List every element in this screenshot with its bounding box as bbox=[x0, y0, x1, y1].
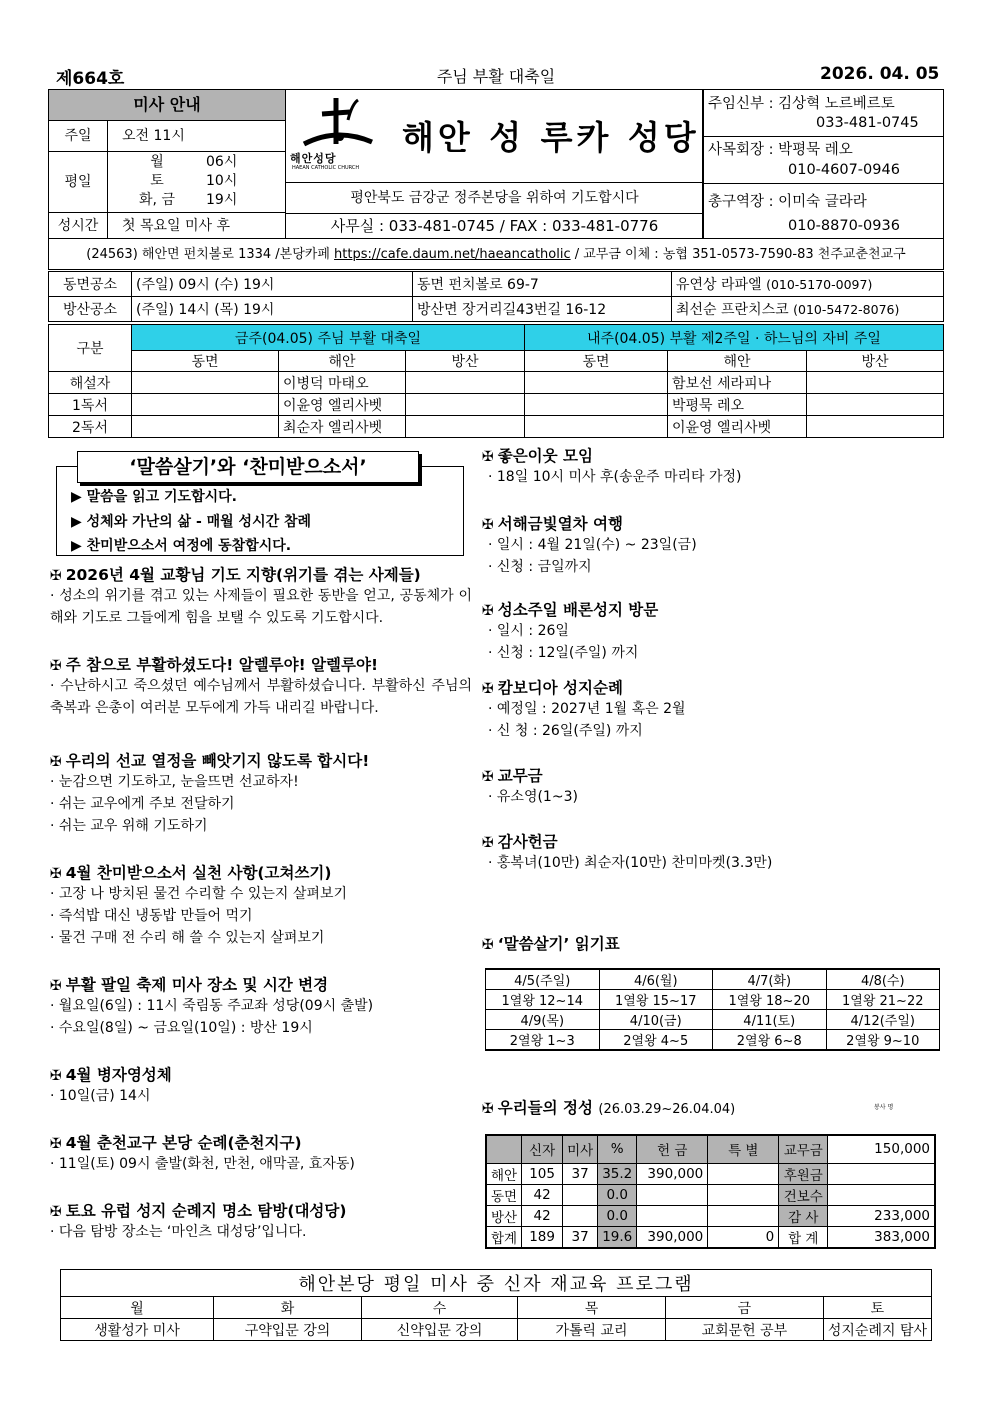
notice-line: · 다음 탐방 장소는 ‘마인츠 대성당’입니다. bbox=[50, 1224, 307, 1240]
offering-side-label: 교무금 bbox=[779, 1135, 828, 1163]
notice-line: · 즉석밥 대신 냉동밥 만들어 먹기 bbox=[50, 908, 253, 924]
role-name: 해설자 bbox=[49, 372, 132, 394]
mission-name: 방산공소 bbox=[49, 297, 132, 322]
offering-side-label: 건보수 bbox=[779, 1184, 828, 1205]
tiny-note: 봉사 명 bbox=[874, 1104, 894, 1111]
role-cell: 이병덕 마태오 bbox=[279, 372, 406, 394]
notice-title-text: 성소주일 배론성지 방문 bbox=[497, 601, 659, 619]
reading-title bbox=[482, 932, 620, 954]
offering-period: (26.03.29~26.04.04) bbox=[598, 1102, 736, 1117]
program-topic: 가톨릭 교리 bbox=[518, 1319, 666, 1341]
offering-cell bbox=[708, 1184, 779, 1205]
offering-side-value: 383,000 bbox=[828, 1226, 935, 1248]
offering-cell: 42 bbox=[522, 1205, 563, 1226]
offering-row-name: 합계 bbox=[486, 1226, 522, 1248]
mission-times: (주일) 14시 (목) 19시 bbox=[132, 297, 413, 322]
reading-cell: 1열왕 18~20 bbox=[713, 990, 827, 1010]
offering-cell: 105 bbox=[522, 1163, 563, 1184]
reading-cell: 4/6(월) bbox=[599, 969, 713, 990]
notice-title bbox=[50, 1199, 472, 1221]
notice-line: · 수요일(8일) ~ 금요일(10일) : 방산 19시 bbox=[50, 1020, 313, 1036]
weekday-time: 19시 bbox=[206, 192, 238, 208]
roles-col: 해안 bbox=[279, 351, 406, 372]
cross-icon: ✠ bbox=[50, 1136, 62, 1152]
program-topic: 신약입문 강의 bbox=[362, 1319, 518, 1341]
liturgy-roles-table bbox=[48, 324, 944, 438]
notice-line: · 눈감으면 기도하고, 눈을뜨면 선교하자! bbox=[50, 774, 299, 790]
weekday-day: 토 bbox=[150, 173, 164, 189]
offering-row-name: 해안 bbox=[486, 1163, 522, 1184]
notice-line: · 유소영(1~3) bbox=[488, 789, 578, 805]
role-cell bbox=[132, 394, 279, 416]
program-topic: 교회문헌 공부 bbox=[665, 1319, 823, 1341]
roles-col: 방산 bbox=[406, 351, 525, 372]
role-cell bbox=[807, 394, 944, 416]
offering-cell: 42 bbox=[522, 1184, 563, 1205]
cross-icon: ✠ bbox=[482, 937, 494, 953]
notice-title-text: 4월 찬미받으소서 실천 사항(고쳐쓰기) bbox=[65, 864, 332, 882]
offering-row-name: 방산 bbox=[486, 1205, 522, 1226]
logo-text: 해안성당 bbox=[290, 152, 337, 165]
program-topic: 구약입문 강의 bbox=[214, 1319, 362, 1341]
reading-cell: 4/7(화) bbox=[713, 969, 827, 990]
reading-title-text: ‘말씀살기’ 읽기표 bbox=[497, 935, 620, 953]
staff-phone: 033-481-0745 bbox=[816, 115, 919, 131]
program-day: 화 bbox=[214, 1297, 362, 1319]
mission-leader: 유연상 라파엘 bbox=[676, 277, 762, 293]
roles-col: 해안 bbox=[668, 351, 807, 372]
notice-title-text: 감사헌금 bbox=[497, 833, 558, 851]
role-cell: 박평묵 레오 bbox=[668, 394, 807, 416]
staff-phone: 010-8870-0936 bbox=[788, 218, 900, 234]
notice-text: · 성소의 위기를 겪고 있는 사제들이 필요한 동반을 얻고, 공동체가 이해와 기도로 그들에게 힘을 보탤 수 있도록 기도합시다. bbox=[50, 588, 472, 626]
notice-line: · 홍복녀(10만) 최순자(10만) 찬미마켓(3.3만) bbox=[488, 855, 773, 871]
cross-icon: ✠ bbox=[50, 866, 62, 882]
offering-title bbox=[482, 1096, 735, 1118]
role-cell bbox=[525, 394, 668, 416]
staff-role: 사목회장 bbox=[708, 142, 765, 158]
mission-leader: 최선순 프란치스코 bbox=[676, 302, 789, 318]
campaign-item: 말씀을 읽고 기도합시다. bbox=[86, 489, 237, 505]
triangle-bullet-icon: ▶ bbox=[71, 538, 82, 554]
roles-col: 방산 bbox=[807, 351, 944, 372]
reading-cell: 4/8(수) bbox=[826, 969, 940, 990]
notice-title bbox=[482, 598, 942, 620]
role-cell bbox=[807, 416, 944, 438]
notice-title bbox=[482, 512, 942, 534]
cross-icon: ✠ bbox=[482, 449, 494, 465]
reading-table bbox=[485, 968, 940, 1051]
offering-cell bbox=[708, 1163, 779, 1184]
notice-title-text: 교무금 bbox=[497, 767, 543, 785]
cross-icon: ✠ bbox=[482, 1101, 494, 1117]
offering-cell: 189 bbox=[522, 1226, 563, 1248]
notice-title bbox=[50, 1131, 472, 1153]
notice-title bbox=[482, 444, 942, 466]
offering-cell bbox=[563, 1184, 598, 1205]
weekday-day: 화, 금 bbox=[139, 192, 175, 208]
address-bar bbox=[48, 239, 944, 270]
notice-line: · 월요일(6일) : 11시 죽림동 주교좌 성당(09시 출발) bbox=[50, 998, 374, 1014]
role-cell bbox=[406, 416, 525, 438]
notice-title-text: 서해금빛열차 여행 bbox=[497, 515, 623, 533]
mass-title: 미사 안내 bbox=[49, 90, 285, 121]
notice-line: · 신 청 : 26일(주일) 까지 bbox=[488, 723, 643, 739]
notice-title-text: 2026년 4월 교황님 기도 지향(위기를 겪는 사제들) bbox=[65, 566, 421, 584]
address-text: (24563) 해안면 펀치볼로 1334 /본당카페 bbox=[86, 247, 335, 262]
this-week-title: 금주(04.05) 주님 부활 대축일 bbox=[132, 325, 525, 351]
right-notices bbox=[482, 444, 942, 874]
offering-header: 특 별 bbox=[708, 1135, 779, 1163]
staff-name: 이미숙 글라라 bbox=[778, 194, 867, 210]
notice-title bbox=[50, 653, 472, 675]
reading-cell: 4/5(주일) bbox=[486, 969, 600, 990]
roles-col: 동면 bbox=[525, 351, 668, 372]
offering-header: 헌 금 bbox=[637, 1135, 708, 1163]
notice-title-text: 부활 팔일 축제 미사 장소 및 시간 변경 bbox=[65, 976, 329, 994]
staff-name: 김상혁 노르베르토 bbox=[778, 96, 895, 112]
offering-cell: 390,000 bbox=[637, 1226, 708, 1248]
offering-header bbox=[486, 1135, 522, 1163]
offering-cell: 0 bbox=[708, 1226, 779, 1248]
offering-side-value bbox=[828, 1163, 935, 1184]
offering-cell bbox=[637, 1184, 708, 1205]
roles-row bbox=[49, 372, 944, 394]
reading-cell: 1열왕 21~22 bbox=[826, 990, 940, 1010]
sunday-label: 주일 bbox=[49, 121, 108, 151]
campaign-item: 성체와 가난의 삶 - 매월 성시간 참례 bbox=[86, 513, 312, 530]
role-name: 2독서 bbox=[49, 416, 132, 438]
roles-row bbox=[49, 416, 944, 438]
feast-title: 주님 부활 대축일 bbox=[436, 67, 556, 86]
holy-hour-time: 첫 목요일 미사 후 bbox=[122, 218, 231, 234]
cross-icon: ✠ bbox=[50, 978, 62, 994]
offering-row-name: 동면 bbox=[486, 1184, 522, 1205]
notice-line: · 물건 구매 전 수리 해 쓸 수 있는지 살펴보기 bbox=[50, 930, 325, 946]
role-cell: 최순자 엘리사벳 bbox=[279, 416, 406, 438]
program-title: 해안본당 평일 미사 중 신자 재교육 프로그램 bbox=[61, 1270, 932, 1297]
notice-title-text: 주 참으로 부활하셨도다! 알렐루야! 알렐루야! bbox=[65, 656, 379, 674]
program-day: 수 bbox=[362, 1297, 518, 1319]
offering-cell: 19.6 bbox=[598, 1226, 637, 1248]
weekday-time: 06시 bbox=[206, 154, 238, 170]
offering-title-text: 우리들의 정성 bbox=[497, 1099, 593, 1117]
notice-title-text: 토요 유럽 성지 순례지 명소 탐방(대성당) bbox=[65, 1202, 347, 1220]
staff-box: 주임신부 : 김상혁 노르베르토 033-481-0745 사목회장 : 박평묵 레오 010-4607-0946 총구역장 : 이미숙 글라라 010-8870-0936 bbox=[703, 89, 944, 239]
reading-cell: 4/11(토) bbox=[713, 1010, 827, 1030]
cross-icon: ✠ bbox=[482, 681, 494, 697]
next-week-title: 내주(04.05) 부활 제2주일 · 하느님의 자비 주일 bbox=[525, 325, 944, 351]
offering-side-value: 150,000 bbox=[828, 1135, 935, 1163]
role-cell bbox=[807, 372, 944, 394]
notice-line: · 쉬는 교우에게 주보 전달하기 bbox=[50, 796, 235, 812]
notice-title-text: 좋은이웃 모임 bbox=[497, 447, 593, 465]
cross-icon: ✠ bbox=[482, 835, 494, 851]
notice-line: · 일시 : 4월 21일(수) ~ 23일(금) bbox=[488, 537, 697, 553]
program-topic: 생활성가 미사 bbox=[61, 1319, 214, 1341]
roles-row bbox=[49, 394, 944, 416]
reading-cell: 4/9(목) bbox=[486, 1010, 600, 1030]
role-cell: 이윤영 엘리사벳 bbox=[279, 394, 406, 416]
notice-line: · 11일(토) 09시 출발(화천, 만천, 애막골, 효자동) bbox=[50, 1156, 355, 1172]
role-cell bbox=[406, 372, 525, 394]
role-cell bbox=[525, 372, 668, 394]
campaign-title: ‘말씀살기’와 ‘찬미받으소서’ bbox=[77, 451, 419, 483]
triangle-bullet-icon: ▶ bbox=[71, 513, 82, 530]
offering-header: % bbox=[598, 1135, 637, 1163]
cross-icon: ✠ bbox=[50, 658, 62, 674]
notice-title bbox=[50, 861, 472, 883]
account-info: / 교무금 이체 : 농협 351-0573-7590-83 천주교춘천교구 bbox=[570, 247, 906, 262]
offering-cell bbox=[708, 1205, 779, 1226]
reading-cell: 2열왕 1~3 bbox=[486, 1030, 600, 1051]
cafe-link[interactable]: https://cafe.daum.net/haeancatholic bbox=[334, 247, 571, 262]
sunday-time: 오전 11시 bbox=[122, 128, 185, 144]
role-cell bbox=[132, 416, 279, 438]
cross-icon: ✠ bbox=[50, 1068, 62, 1084]
staff-name: 박평묵 레오 bbox=[778, 142, 853, 158]
reading-cell: 2열왕 6~8 bbox=[713, 1030, 827, 1051]
reading-cell: 1열왕 12~14 bbox=[486, 990, 600, 1010]
notice-line: · 쉬는 교우 위해 기도하기 bbox=[50, 818, 208, 834]
staff-role: 주임신부 bbox=[708, 96, 765, 112]
notice-title bbox=[482, 676, 942, 698]
offering-side-label: 감 사 bbox=[779, 1205, 828, 1226]
role-cell bbox=[525, 416, 668, 438]
offering-cell: 37 bbox=[563, 1163, 598, 1184]
logo-subtext: HAEAN CATHOLIC CHURCH bbox=[292, 165, 360, 171]
role-cell bbox=[132, 372, 279, 394]
notice-text: · 수난하시고 죽으셨던 예수님께서 부활하셨습니다. 부활하신 주님의 축복과 은총이 여러분 모두에게 가득 내리길 바랍니다. bbox=[50, 678, 472, 716]
offering-side-value: 233,000 bbox=[828, 1205, 935, 1226]
notice-title-text: 4월 병자영성체 bbox=[65, 1066, 172, 1084]
mission-times: (주일) 09시 (수) 19시 bbox=[132, 272, 413, 297]
notice-line: · 18일 10시 미사 후(송운주 마리타 가정) bbox=[488, 469, 742, 485]
notice-title-text: 우리의 선교 열정을 빼앗기지 않도록 합시다! bbox=[65, 752, 370, 770]
cross-icon: ✠ bbox=[50, 1204, 62, 1220]
notice-line: · 신청 : 12일(주일) 까지 bbox=[488, 645, 639, 661]
holy-hour-label: 성시간 bbox=[49, 213, 108, 239]
prayer-intention: 평안북도 금강군 정주본당을 위하여 기도합시다 bbox=[350, 190, 639, 206]
offering-cell: 35.2 bbox=[598, 1163, 637, 1184]
notice-line: · 예정일 : 2027년 1월 혹은 2월 bbox=[488, 701, 686, 717]
triangle-bullet-icon: ▶ bbox=[71, 489, 82, 505]
mission-name: 동면공소 bbox=[49, 272, 132, 297]
mission-phone: (010-5170-0097) bbox=[766, 277, 873, 292]
notice-line: · 10일(금) 14시 bbox=[50, 1088, 151, 1104]
reading-cell: 1열왕 15~17 bbox=[599, 990, 713, 1010]
program-day: 토 bbox=[823, 1297, 931, 1319]
issue-number: 제664호 bbox=[56, 69, 125, 89]
program-day: 월 bbox=[61, 1297, 214, 1319]
role-cell bbox=[406, 394, 525, 416]
reading-cell: 2열왕 4~5 bbox=[599, 1030, 713, 1051]
notice-title bbox=[482, 830, 942, 852]
roles-col: 동면 bbox=[132, 351, 279, 372]
campaign-box bbox=[56, 456, 464, 556]
notice-line: · 고장 나 방치된 물건 수리할 수 있는지 살펴보기 bbox=[50, 886, 348, 902]
weekday-time: 10시 bbox=[206, 173, 238, 189]
parish-box bbox=[286, 89, 703, 239]
cross-icon: ✠ bbox=[50, 568, 62, 584]
notice-title bbox=[50, 973, 472, 995]
role-name: 1독서 bbox=[49, 394, 132, 416]
offering-header: 신자 bbox=[522, 1135, 563, 1163]
roles-label: 구분 bbox=[49, 325, 132, 372]
program-topic: 성지순례지 탐사 bbox=[823, 1319, 931, 1341]
notice-title-text: 4월 춘천교구 본당 순례(춘천지구) bbox=[65, 1134, 302, 1152]
mission-address: 방산면 장거리길43번길 16-12 bbox=[413, 297, 672, 322]
offering-cell: 0.0 bbox=[598, 1205, 637, 1226]
offering-cell bbox=[563, 1205, 598, 1226]
offering-table bbox=[485, 1134, 936, 1249]
left-notices bbox=[50, 563, 472, 1243]
reading-cell: 4/10(금) bbox=[599, 1010, 713, 1030]
reading-cell: 2열왕 9~10 bbox=[826, 1030, 940, 1051]
cross-icon: ✠ bbox=[482, 769, 494, 785]
staff-phone: 010-4607-0946 bbox=[788, 162, 900, 178]
program-table bbox=[60, 1269, 932, 1341]
offering-cell: 390,000 bbox=[637, 1163, 708, 1184]
program-day: 금 bbox=[665, 1297, 823, 1319]
cross-icon: ✠ bbox=[50, 754, 62, 770]
notice-line: · 일시 : 26일 bbox=[488, 623, 569, 639]
mass-schedule bbox=[48, 89, 286, 239]
mission-phone: (010-5472-8076) bbox=[793, 302, 900, 317]
cross-icon: ✠ bbox=[482, 603, 494, 619]
notice-title bbox=[50, 1063, 472, 1085]
offering-cell bbox=[637, 1205, 708, 1226]
reading-cell: 4/12(주일) bbox=[826, 1010, 940, 1030]
offering-cell: 0.0 bbox=[598, 1184, 637, 1205]
weekday-label: 평일 bbox=[49, 152, 108, 212]
notice-title bbox=[50, 749, 472, 771]
notice-title-text: 캄보디아 성지순례 bbox=[497, 679, 623, 697]
office-phone: 사무실 : 033-481-0745 / FAX : 033-481-0776 bbox=[330, 217, 659, 235]
notice-title bbox=[482, 764, 942, 786]
missions-table bbox=[48, 271, 944, 322]
offering-side-label: 후원금 bbox=[779, 1163, 828, 1184]
issue-date: 2026. 04. 05 bbox=[820, 64, 940, 84]
notice-line: · 신청 : 금일까지 bbox=[488, 559, 592, 575]
campaign-item: 찬미받으소서 여정에 동참합시다. bbox=[86, 538, 292, 554]
role-cell: 함보선 세라피나 bbox=[668, 372, 807, 394]
program-day: 목 bbox=[518, 1297, 666, 1319]
mission-address: 동면 펀치볼로 69-7 bbox=[413, 272, 672, 297]
offering-side-label: 합 계 bbox=[779, 1226, 828, 1248]
offering-cell: 37 bbox=[563, 1226, 598, 1248]
parish-name: 해안 성 루카 성당 bbox=[402, 118, 700, 157]
offering-side-value bbox=[828, 1184, 935, 1205]
role-cell: 이윤영 엘리사벳 bbox=[668, 416, 807, 438]
offering-header: 미사 bbox=[563, 1135, 598, 1163]
staff-role: 총구역장 bbox=[708, 194, 765, 210]
weekday-day: 월 bbox=[150, 154, 164, 170]
cross-icon: ✠ bbox=[482, 517, 494, 533]
notice-title bbox=[50, 563, 472, 585]
